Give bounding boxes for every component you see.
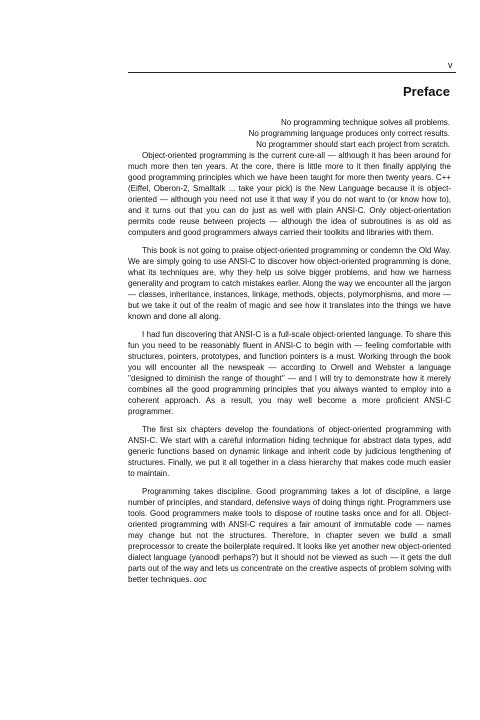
epigraph-line: No programming language produces only correct results. [248, 129, 450, 138]
header-rule [128, 72, 456, 73]
section-title: Preface [403, 84, 450, 99]
epigraph [249, 117, 450, 150]
paragraph [128, 486, 451, 585]
paragraph: Object-oriented programming is the current cure-all — although it has been around for much more then ten years. At the core, there is little more to it then finally applying the good programming principles which we have been taught for more then twenty years. C++ (Eiffel, Oberon-2, Smalltalk ... take your pick) is the New Language because it is object-oriented — although you need not use it that way if you do not want to (or know how to), and it turns out that you can do just as well with plain ANSI-C. Only object-orientation permits code reuse between projects — although the idea of subroutines is as old as computers and good programmers always carried their toolkits and libraries with them. [128, 151, 451, 237]
page-number: v [448, 60, 453, 70]
epigraph-line: No programmer should start each project from scratch. [256, 140, 450, 149]
paragraph-text: Programming takes discipline. Good programming takes a lot of discipline, a large number of principles, and standard, defensive ways of doing things right. Programmers use tools. Good programmers make tools to dispose of routine tasks once and for all. Object-oriented programming with ANSI-C requires a fair amount of immutable code — names may change but not the structures. Therefore, in chapter seven we build a small preprocessor to create the boilerplate required. It looks like yet another new object-oriented dialect language (yanoodl perhaps?) but it should not be viewed as such — it gets the dull parts out of the way and lets us concentrate on the creative aspects of problem solving with better techniques. [128, 487, 451, 584]
paragraph: This book is not going to praise object-oriented programming or condemn the Old Way. We are simply going to use ANSI-C to discover how object-oriented programming is done, what its techniques are, why they help us solve bigger problems, and how we harness generality and program to catch mistakes earlier. Along the way we encounter all the jargon — classes, inheritance, instances, linkage, methods, objects, polymorphisms, and more — but we take it out of the realm of magic and see how it translates into the things we have known and done all along. [128, 246, 451, 321]
footer-mark: ooc [193, 575, 207, 584]
paragraph: The first six chapters develop the foundations of object-oriented programming with ANSI-C. We start with a careful information hiding technique for abstract data types, add generic functions based on dynamic linkage and inherit code by judicious lengthening of structures. Finally, we put it all together in a class hierarchy that makes code much easier to maintain. [128, 425, 451, 478]
epigraph-line: No programming technique solves all problems. [281, 118, 450, 127]
paragraph: I had fun discovering that ANSI-C is a full-scale object-oriented language. To share this fun you need to be reasonably fluent in ANSI-C to begin with — feeling comfortable with structures, pointers, prototypes, and function pointers is a must. Working through the book you will encounter all the newspeak — according to Orwell and Webster a language ''designed to diminish the range of thought'' — and I will try to demonstrate how it merely combines all the good programming principles that you always wanted to employ into a coherent approach. As a result, you may well become a more proficient ANSI-C programmer. [128, 330, 451, 416]
body-text [128, 150, 451, 592]
